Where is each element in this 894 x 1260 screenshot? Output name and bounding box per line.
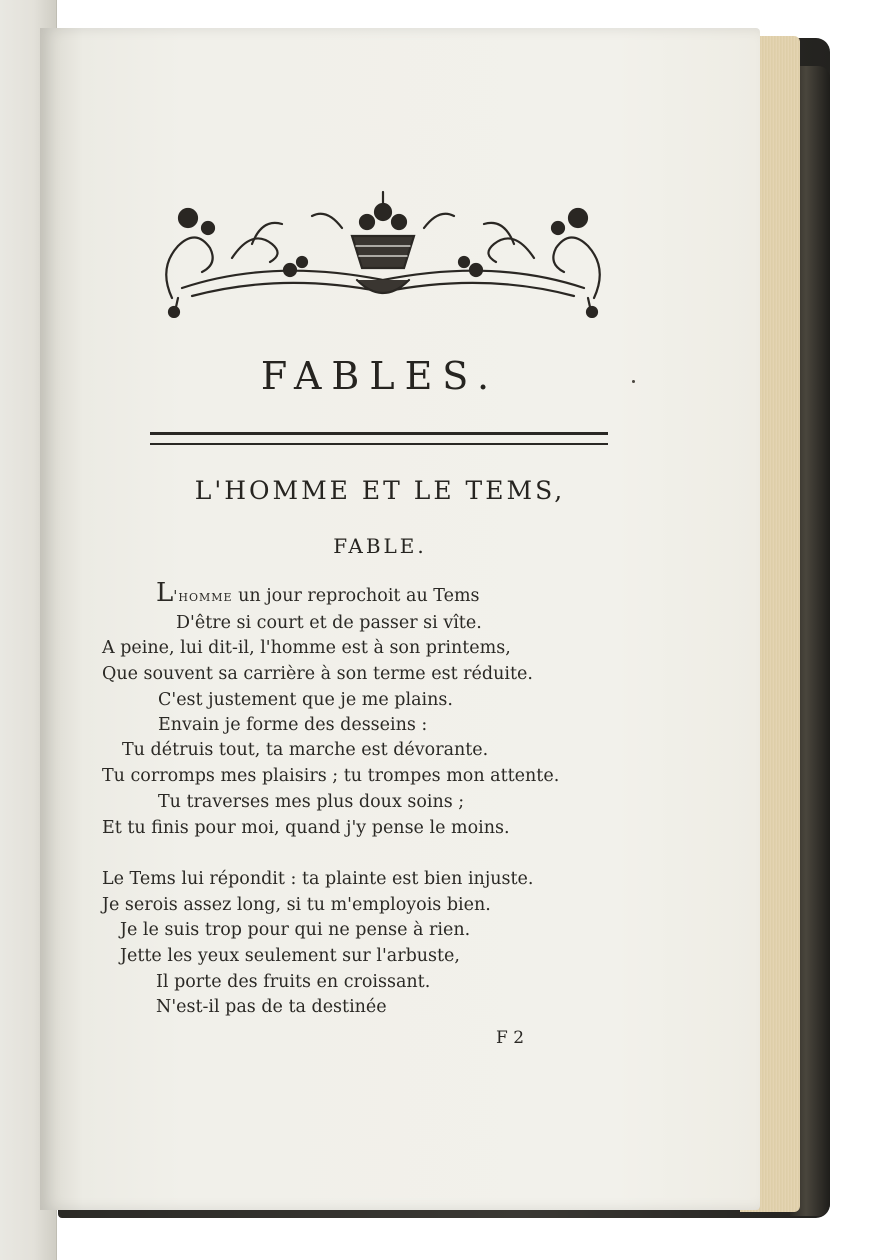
verse-line: C'est justement que je me plains. xyxy=(158,690,453,710)
page-title: FABLES. xyxy=(260,354,500,398)
verse-line: Envain je forme des desseins : xyxy=(158,715,428,735)
title-rule xyxy=(150,432,608,445)
section-label: FABLE. xyxy=(333,534,427,558)
verse-line: Et tu finis pour moi, quand j'y pense le moins. xyxy=(102,818,510,838)
verse-line: Que souvent sa carrière à son terme est réduite. xyxy=(102,664,533,684)
verse-line: Tu traverses mes plus doux soins ; xyxy=(158,792,465,812)
floral-headpiece-icon xyxy=(152,188,614,318)
drop-cap: L xyxy=(156,578,174,608)
fable-title: L'HOMME ET LE TEMS, xyxy=(194,476,566,505)
verse-line: Il porte des fruits en croissant. xyxy=(156,972,431,992)
verse-line: L'homme un jour reprochoit au Tems xyxy=(156,578,480,608)
verse-line: Tu corromps mes plaisirs ; tu trompes mon attente. xyxy=(102,766,560,786)
paper-speck xyxy=(632,380,635,383)
signature-mark: F 2 xyxy=(496,1028,525,1048)
verse-line: Le Tems lui répondit : ta plainte est bien injuste. xyxy=(102,869,534,889)
verse-line: A peine, lui dit-il, l'homme est à son printems, xyxy=(102,638,511,658)
verse-line: Jette les yeux seulement sur l'arbuste, xyxy=(120,946,460,966)
verse-line: Je le suis trop pour qui ne pense à rien. xyxy=(120,920,471,940)
book-page xyxy=(40,28,760,1210)
verse-line: N'est-il pas de ta destinée xyxy=(156,997,387,1017)
verse-line: Je serois assez long, si tu m'employois bien. xyxy=(102,895,491,915)
verse-line: D'être si court et de passer si vîte. xyxy=(176,613,482,633)
verse-line: Tu détruis tout, ta marche est dévorante. xyxy=(122,740,489,760)
